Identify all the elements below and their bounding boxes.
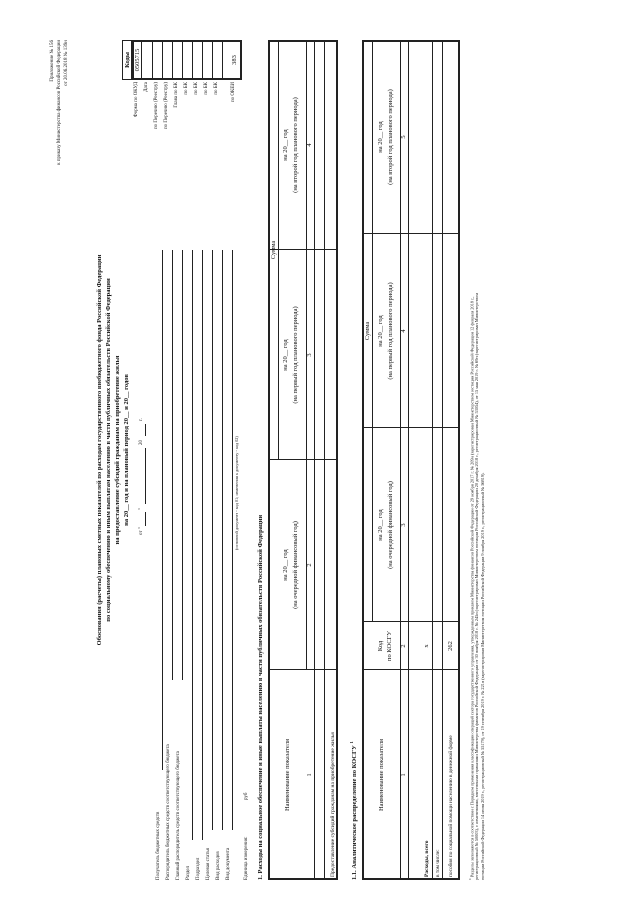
s11-col-y3b: (на второй год планового периода): [386, 89, 394, 185]
date-mid: ": [139, 507, 144, 510]
s1-num-3: 3: [306, 353, 313, 357]
s1-col-y3b: (на второй год планового периода): [291, 97, 299, 193]
s1-col-y1b: (на очередной финансовый год): [291, 521, 299, 609]
field-subsection: Подраздел: [196, 857, 201, 880]
date-year-line: [145, 424, 146, 436]
s1-col-name: Наименование показателя: [284, 738, 291, 812]
date-suffix: г.: [139, 418, 144, 421]
field-expense-type: Вид расходов: [216, 851, 221, 880]
field-distributor: Распорядитель бюджетных средств соответствующего бюджета: [166, 744, 171, 880]
s11-col-name: Наименование показателя: [378, 738, 385, 812]
s11-num-1: 1: [400, 773, 407, 777]
date-month-line: [145, 448, 146, 504]
perechen-label-2: по Перечню (Реестру): [164, 82, 169, 130]
s11-col-code-a: Код: [376, 640, 384, 652]
s1-col-y1a: на 20__ год: [281, 549, 289, 581]
title-line-1: Обоснования (расчеты) плановых сметных показателей по расходам государственного внебюджетного фонда Российской Федерации: [96, 254, 103, 646]
bk-label-3: по БК: [204, 82, 209, 95]
s11-col-y2b: (на первый год планового периода): [386, 282, 394, 380]
field-section: Раздел: [186, 865, 191, 880]
bk-label-4: по БК: [214, 82, 219, 95]
section-11-title: 1.1. Аналитическое распределение по КОСГУ $^1$: [349, 741, 359, 880]
field-document-type: Вид документа: [226, 847, 231, 880]
field-recipient: Получатель бюджетных средств: [156, 811, 161, 880]
perechen-label-1: по Перечню (Реестру): [154, 82, 159, 130]
title-line-4: на 20__ год и на плановый период 20__ и 20__ годов: [123, 374, 130, 526]
s11-row-allowance: пособия по социальной помощи населению в денежной форме: [448, 735, 454, 877]
title-line-2: по социальному обеспечению и иным выплатам населению в части публичных обязательств Российской Федерации: [105, 278, 112, 622]
rotated-document: [44, 20, 640, 880]
s11-col-y2a: на 20__ год: [376, 315, 384, 347]
form-code: 0505715: [132, 40, 142, 80]
appendix-date: от 20.06.2018 № 139н: [64, 40, 69, 86]
s11-col-y3a: на 20__ год: [376, 121, 384, 153]
s1-num-2: 2: [306, 563, 313, 567]
date-day-line: [145, 512, 146, 526]
field-main-distributor: Главный распорядитель средств соответствующего бюджета: [176, 751, 181, 880]
s1-col-sum: Сумма: [269, 240, 277, 260]
s11-col-sum: Сумма: [363, 321, 371, 341]
date-prefix: от ": [139, 527, 144, 535]
s1-row-subsidies: Предоставление субсидий гражданам на приобретение жилья: [329, 732, 336, 877]
s11-col-code-b: по КОСГУ: [385, 631, 393, 661]
okei-code: 383: [230, 55, 238, 65]
s11-col-y1a: на 20__ год: [376, 509, 384, 541]
codes-header: Коды: [122, 40, 132, 80]
glava-label: Глава по БК: [174, 82, 179, 108]
bk-label-1: по БК: [184, 82, 189, 95]
s1-col-y2a: на 20__ год: [281, 339, 289, 371]
form-label: Форма по ОКУД: [134, 82, 139, 118]
title-line-3: на предоставление субсидий гражданам на приобретение жилья: [114, 355, 121, 545]
s11-num-2: 2: [400, 644, 407, 648]
s11-row-allowance-code: 262: [447, 641, 454, 651]
date-year: 20: [139, 440, 144, 445]
unit-value: руб: [244, 792, 249, 800]
date-label: Дата: [144, 82, 149, 92]
document-type-hint: (основной документ - код 01; изменения к документу - код 02): [234, 436, 239, 550]
s11-row-incl: в том числе:: [434, 849, 441, 877]
s11-num-3: 3: [400, 523, 407, 527]
s1-num-4: 4: [306, 143, 313, 147]
bk-label-2: по БК: [194, 82, 199, 95]
s1-col-y3a: на 20__ год: [281, 129, 289, 161]
s1-num-1: 1: [306, 773, 313, 777]
footnote-line-3: юстиции Российской Федерации 14 июня 2019 г., регистрационный № 55179), от 19 сентября 2019 г. № 221н (зарегистрирован Министерством юстиции Российской Федерации 9 ноября 2019 г., регистрационный № 56819).: [480, 472, 485, 880]
field-target-article: Целевая статья: [206, 848, 211, 880]
okei-label: по ОКЕИ: [231, 82, 236, 103]
unit-label: Единица измерения:: [244, 836, 249, 880]
s11-num-5: 5: [400, 135, 407, 139]
footnote-line-2: регистрационный № 50003), с изменениями, внесенными приказами Министерства финансов Российской Федерации от 30 ноября 2018 г. № 245н (зарегистрирован Министерством юстиции Российской Федерации 20 декабря 2018 г., регистрационный № 53054), от 15 мая 2019 г. № 69н (зарегистрирован Министерством: [474, 293, 479, 880]
footnote-line-1: $^1$ Разделы заполняются в соответствии с Порядком применения классификации операций сектора государственного управления, утвержденным приказом Министерства финансов Российской Федерации от 29 ноября 2017 г. № 209н (зарегистрирован Министерством юстиции Российской Федерации 12 февраля 2018 г.,: [468, 296, 475, 880]
s1-col-y2b: (на первый год планового периода): [291, 306, 299, 404]
appendix-order: к приказу Министерства финансов Российской Федерации: [57, 40, 62, 165]
s11-num-4: 4: [400, 329, 407, 333]
s11-row-total: Расходы, всего: [424, 840, 430, 877]
s11-row-total-code: x: [423, 644, 430, 648]
section-1-title: 1. Расходы на социальное обеспечение и иные выплаты населению в части публичных обязательств Российской Федерации: [257, 514, 264, 880]
s11-col-y1b: (на очередной финансовый год): [386, 481, 394, 569]
appendix-number: Приложение № 156: [50, 40, 55, 82]
